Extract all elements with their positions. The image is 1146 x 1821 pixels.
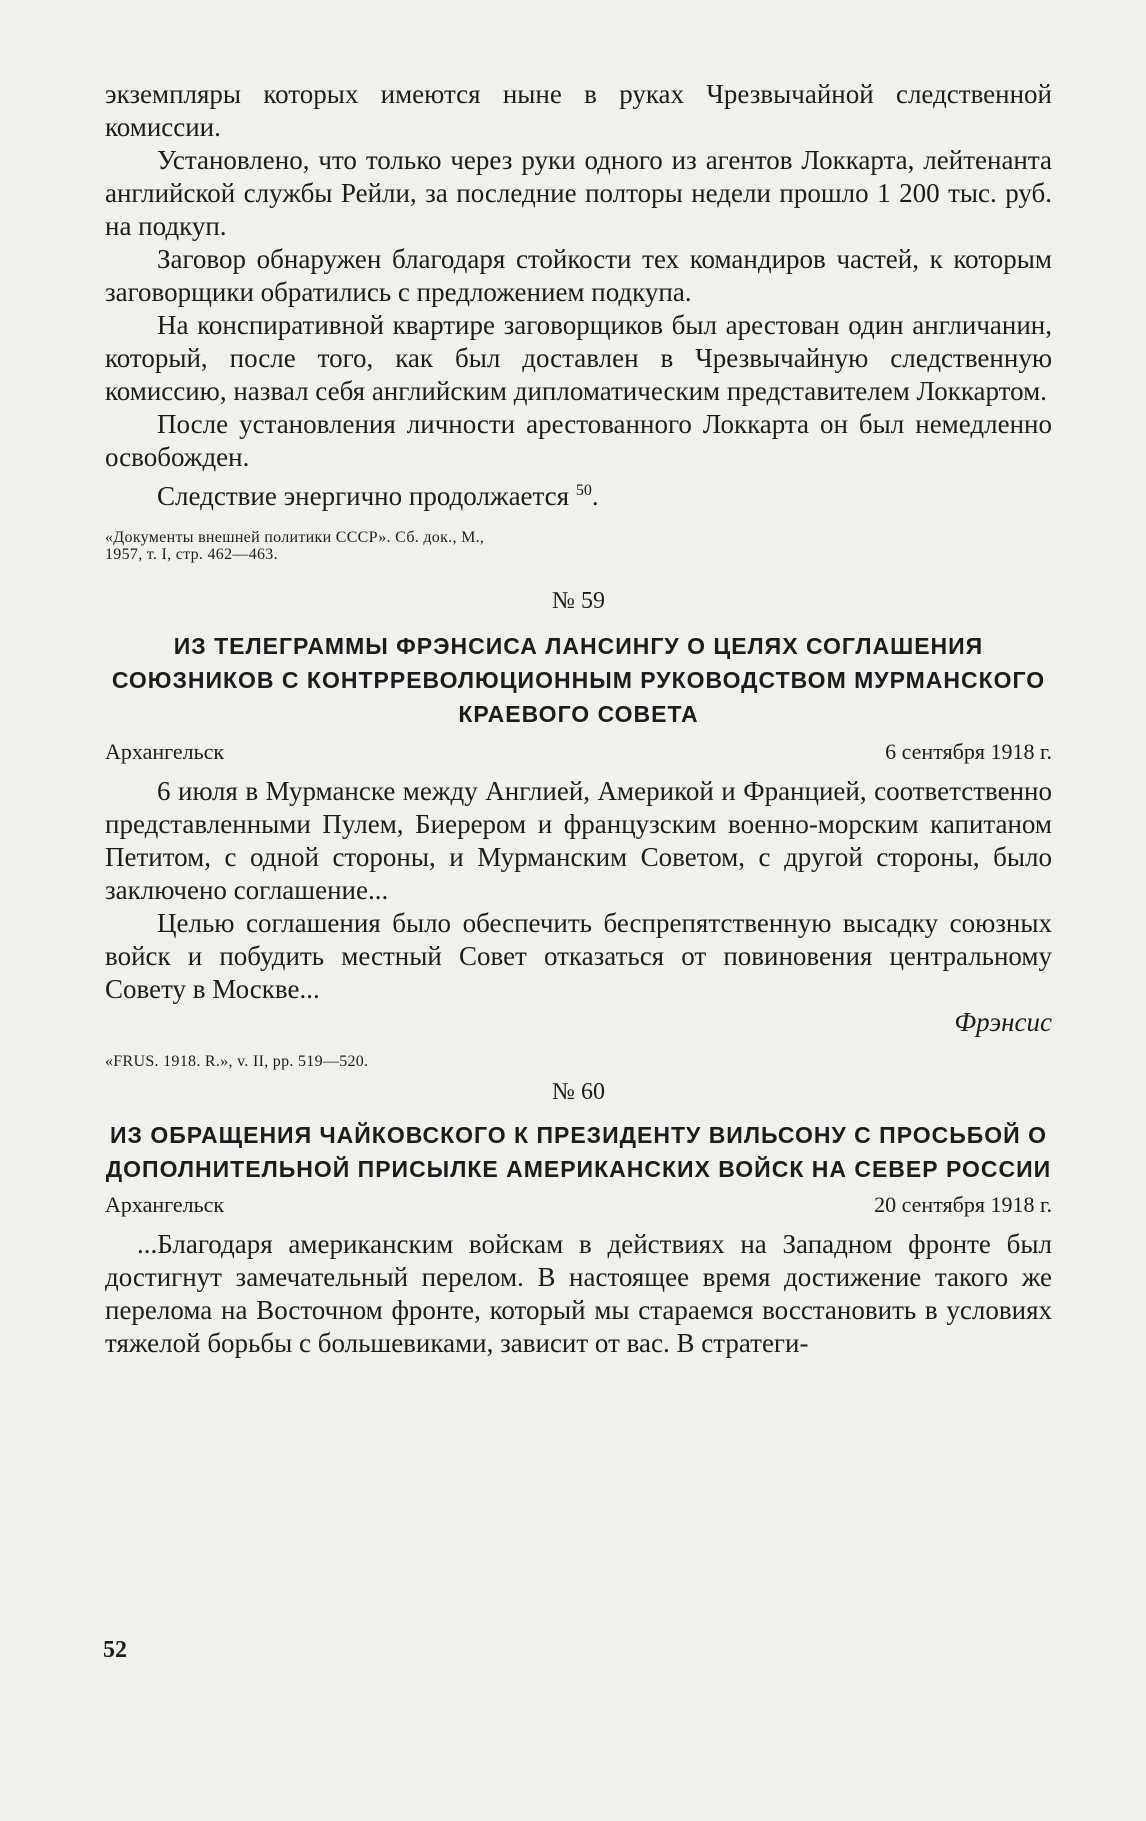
paragraph-chaikovsky: ...Благодаря американским войскам в действиях на Западном фронте был достигнут замечательный перелом. В настоящее время достижение такого же перелома на Восточном фронте, который мы стараемся восстановить в условиях тяжелой борьбы с большевиками, зависит от вас. В стратеги- bbox=[105, 1229, 1052, 1358]
date-59: 6 сентября 1918 г. bbox=[885, 739, 1052, 764]
document-title-59: ИЗ ТЕЛЕГРАММЫ ФРЭНСИСА ЛАНСИНГУ О ЦЕЛЯХ СОГЛАШЕНИЯ СОЮЗНИКОВ С КОНТРРЕВОЛЮЦИОННЫМ РУКОВОДСТВОМ МУРМАНСКОГО КРАЕВОГО СОВЕТА bbox=[111, 633, 1046, 727]
investigation-end: . bbox=[591, 481, 599, 511]
signature-francis: Фрэнсис bbox=[954, 1007, 1052, 1037]
date-60: 20 сентября 1918 г. bbox=[874, 1192, 1052, 1217]
paragraph-release: После установления личности арестованного Локкарта он был немедленно освобожден. bbox=[105, 409, 1052, 472]
page-content bbox=[105, 78, 1052, 1360]
source-citation-59: «FRUS. 1918. R.», v. II, pp. 519—520. bbox=[105, 1053, 369, 1070]
paragraph-plot: Заговор обнаружен благодаря стойкости тех командиров частей, к которым заговорщики обратились с предложением подкупа. bbox=[105, 244, 1052, 307]
paragraph-goal: Целью соглашения было обеспечить беспрепятственную высадку союзных войск и побудить местный Совет отказаться от повиновения центральному Совету в Москве... bbox=[105, 908, 1052, 1004]
source-citation-1: «Документы внешней политики СССР». Сб. док., М., 1957, т. I, стр. 462—463. bbox=[105, 529, 485, 563]
place-date-60 bbox=[105, 1190, 1052, 1220]
paragraph-investigation bbox=[105, 474, 1052, 513]
footnote-ref: 50 bbox=[575, 482, 592, 499]
paragraph-agreement: 6 июля в Мурманске между Англией, Америкой и Францией, соответственно представленными Пулем, Биерером и французским военно-морским капитаном Петитом, с одной стороны, и Мурманским Советом, с другой стороны, было заключено соглашение... bbox=[105, 776, 1052, 905]
paragraph-arrest: На конспиративной квартире заговорщиков был арестован один англичанин, который, после того, как был доставлен в Чрезвычайную следственную комиссию, назвал себя английским дипломатическим представителем Локкартом. bbox=[105, 310, 1052, 406]
place-date-59 bbox=[105, 737, 1052, 767]
paragraph-continuation: экземпляры которых имеются ныне в руках Чрезвычайной следственной комиссии. bbox=[105, 79, 1052, 142]
document-number-59: № 59 bbox=[552, 588, 605, 614]
document-number-60: № 60 bbox=[552, 1079, 605, 1105]
place-60: Архангельск bbox=[105, 1192, 225, 1217]
page-number: 52 bbox=[103, 1637, 127, 1663]
document-title-60: ИЗ ОБРАЩЕНИЯ ЧАЙКОВСКОГО К ПРЕЗИДЕНТУ ВИЛЬСОНУ С ПРОСЬБОЙ О ДОПОЛНИТЕЛЬНОЙ ПРИСЫЛКЕ АМЕРИКАНСКИХ ВОЙСК НА СЕВЕР РОССИИ bbox=[105, 1122, 1052, 1182]
paragraph-reilly: Установлено, что только через руки одного из агентов Локкарта, лейтенанта английской службы Рейли, за последние полторы недели прошло 1 200 тыс. руб. на подкуп. bbox=[105, 145, 1052, 241]
investigation-text: Следствие энергично продолжается bbox=[157, 481, 570, 511]
place-59: Архангельск bbox=[105, 739, 225, 764]
